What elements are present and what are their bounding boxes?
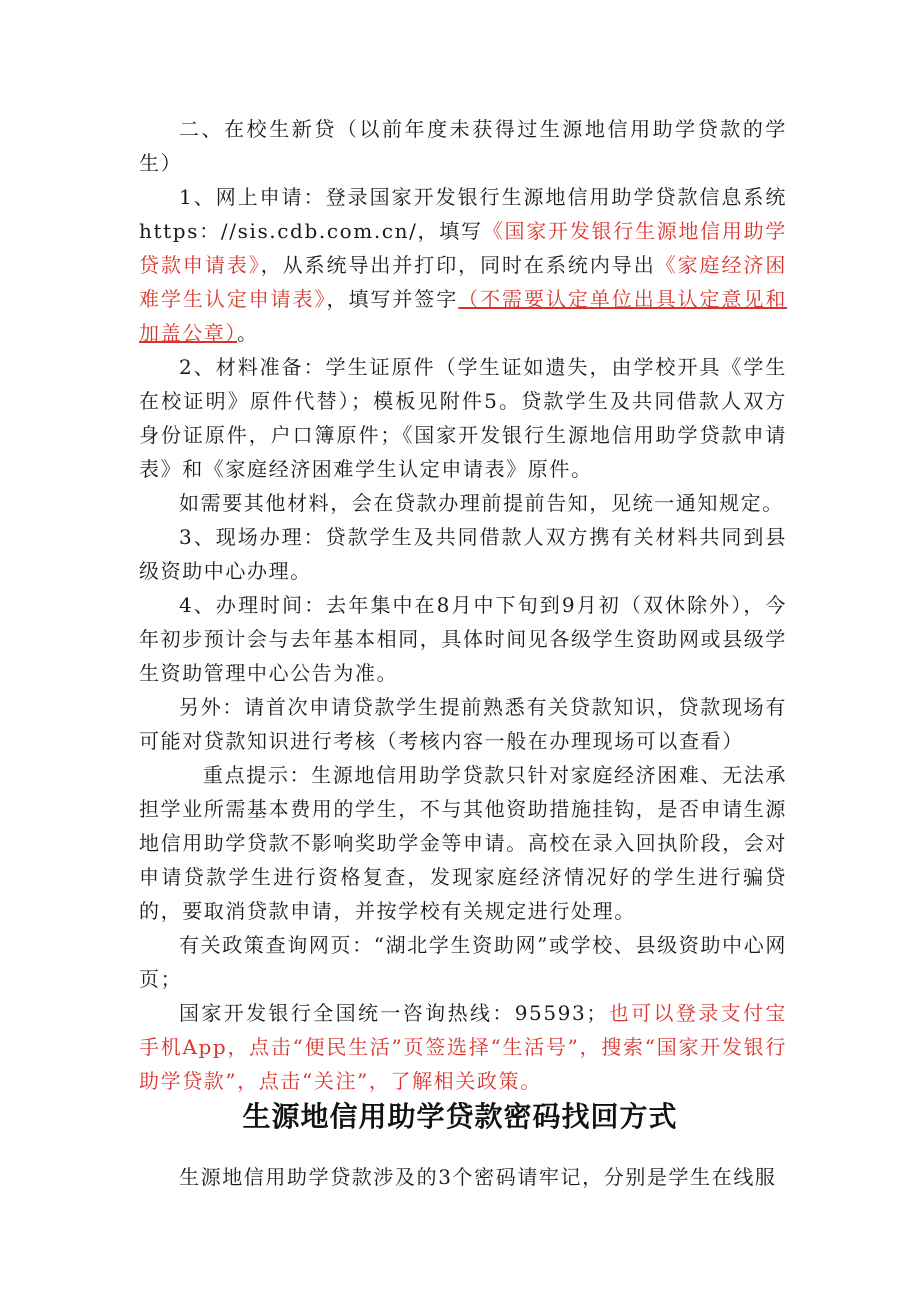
password-recovery-heading: 生源地信用助学贷款密码找回方式 — [242, 1100, 678, 1133]
section-title: 二、在校生新贷（以前年度未获得过生源地信用助学贷款的学生） — [139, 117, 787, 175]
additional-note: 另外：请首次申请贷款学生提前熟悉有关贷款知识，贷款现场有可能对贷款知识进行考核（考核内容一般在办理现场可以查看） — [139, 695, 787, 753]
no-seal-note: （不需要认定单位出具认定意见和加盖公章） — [139, 287, 787, 345]
key-tip: 重点提示：生源地信用助学贷款只针对家庭经济困难、无法承担学业所需基本费用的学生，不与其他资助措施挂钩，是否申请生源地信用助学贷款不影响奖助学金等申请。高校在录入回执阶段，会对申请贷款学生进行资格复查，发现家庭经济情况好的学生进行骗贷的，要取消贷款申请，并按学校有关规定进行处理。 — [139, 763, 787, 923]
alipay-instructions: 也可以登录支付宝手机App，点击“便民生活”页签选择“生活号”，搜索“国家开发银行助学贷款”，点击“关注”，了解相关政策。 — [139, 1001, 787, 1093]
item-online-application — [139, 180, 787, 350]
item1-mid2: ，填写并签字 — [326, 287, 459, 311]
section-new-loan — [139, 112, 787, 1098]
item1-prefix: 1、网上申请：登录国家开发银行生源地信用助学贷款信息系统https：//sis.cdb.com.cn/，填写 — [139, 185, 787, 243]
item1-mid1: ，从系统导出并打印，同时在系统内导出 — [260, 253, 656, 277]
hotline-number: 国家开发银行全国统一咨询热线：95593； — [179, 1001, 608, 1025]
policy-sites: 有关政策查询网页：“湖北学生资助网”或学校、县级资助中心网页； — [139, 933, 787, 991]
password-intro: 生源地信用助学贷款涉及的3个密码请牢记，分别是学生在线服 — [179, 1165, 777, 1189]
item-materials: 2、材料准备：学生证原件（学生证如遗失，由学校开具《学生在校证明》原件代替）；模板见附件5。贷款学生及共同借款人双方身份证原件，户口簿原件；《国家开发银行生源地信用助学贷款申请表》和《家庭经济困难学生认定申请表》原件。 — [139, 355, 787, 481]
item-time: 4、办理时间：去年集中在8月中下旬到9月初（双休除外），今年初步预计会与去年基本相同，具体时间见各级学生资助网或县级学生资助管理中心公告为准。 — [139, 593, 787, 685]
loan-application-form-link: 《国家开发银行生源地信用助学贷款申请表》 — [139, 219, 787, 277]
hardship-form-link: 《家庭经济困难学生认定申请表》 — [139, 253, 787, 311]
other-materials-note: 如需要其他材料，会在贷款办理前提前告知，见统一通知规定。 — [179, 491, 784, 515]
password-section — [139, 1160, 787, 1194]
hotline — [139, 996, 787, 1098]
item-on-site: 3、现场办理：贷款学生及共同借款人双方携有关材料共同到县级资助中心办理。 — [139, 525, 787, 583]
item1-end: 。 — [237, 321, 259, 345]
